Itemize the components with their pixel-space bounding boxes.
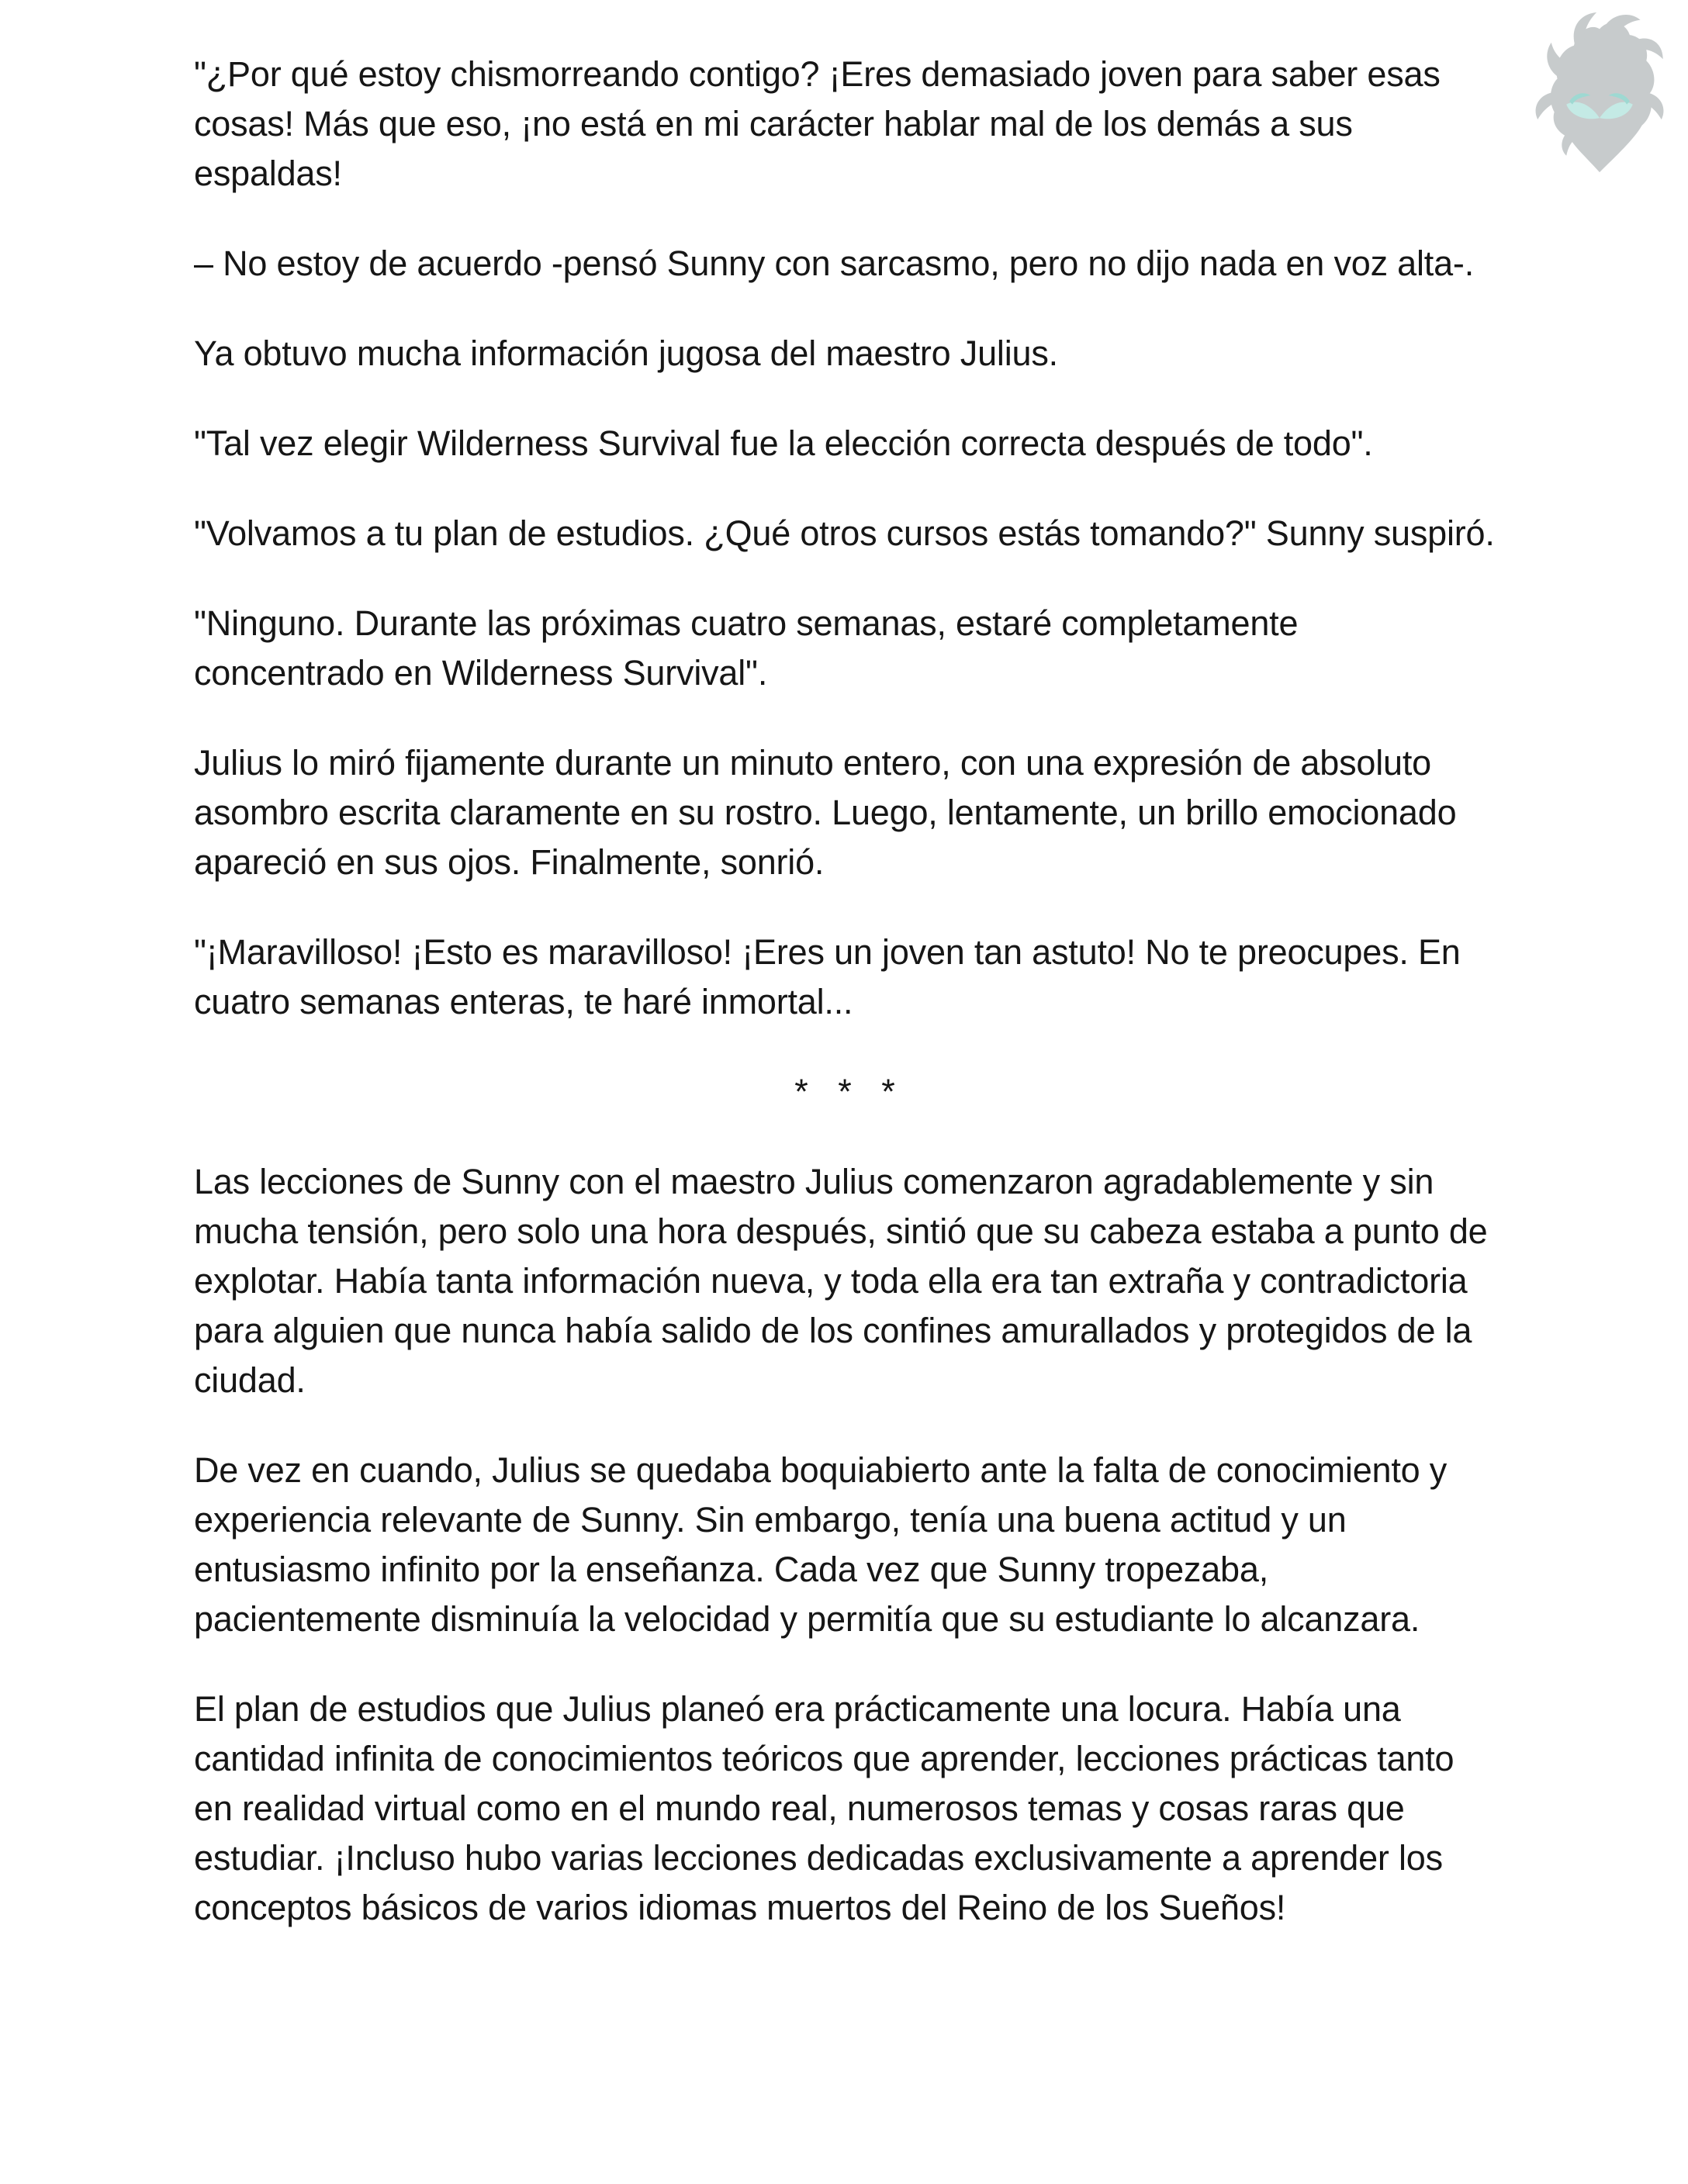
paragraph: Las lecciones de Sunny con el maestro Julius comenzaron agradablemente y sin mucha tensión, pero solo una hora después, sintió que su cabeza estaba a punto de explotar. Había tanta información nueva, y toda ella era tan extraña y contradictoria para alguien que nunca había salido de los confines amurallados y protegidos de la ciudad. <box>194 1162 1488 1400</box>
paragraph: El plan de estudios que Julius planeó era prácticamente una locura. Había una cantidad infinita de conocimientos teóricos que aprender, lecciones prácticas tanto en realidad virtual como en el mundo real, numerosos temas y cosas raras que estudiar. ¡Incluso hubo varias lecciones dedicadas exclusivamente a aprender los conceptos básicos de varios idiomas muertos del Reino de los Sueños! <box>194 1689 1455 1927</box>
paragraph: – No estoy de acuerdo -pensó Sunny con sarcasmo, pero no dijo nada en voz alta-. <box>194 244 1475 283</box>
paragraph: "Tal vez elegir Wilderness Survival fue la elección correcta después de todo". <box>194 423 1373 463</box>
demon-head-logo-icon <box>1531 11 1668 177</box>
paragraph: Julius lo miró fijamente durante un minuto entero, con una expresión de absoluto asombro escrita claramente en su rostro. Luego, lentamente, un brillo emocionado apareció en sus ojos. Finalmente, sonrió. <box>194 743 1457 882</box>
paragraph: "¡Maravilloso! ¡Esto es maravilloso! ¡Eres un joven tan astuto! No te preocupes. En cuatro semanas enteras, te haré inmortal... <box>194 932 1461 1021</box>
paragraph: "¿Por qué estoy chismorreando contigo? ¡Eres demasiado joven para saber esas cosas! Más que eso, ¡no está en mi carácter hablar mal de los demás a sus espaldas! <box>194 54 1441 193</box>
paragraph: Ya obtuvo mucha información jugosa del maestro Julius. <box>194 333 1058 373</box>
paragraph: "Volvamos a tu plan de estudios. ¿Qué otros cursos estás tomando?" Sunny suspiró. <box>194 513 1495 553</box>
paragraph: "Ninguno. Durante las próximas cuatro semanas, estaré completamente concentrado en Wilderness Survival". <box>194 603 1299 693</box>
paragraph: De vez en cuando, Julius se quedaba boquiabierto ante la falta de conocimiento y experiencia relevante de Sunny. Sin embargo, tenía una buena actitud y un entusiasmo infinito por la enseñanza. Cada vez que Sunny tropezaba, pacientemente disminuía la velocidad y permitía que su estudiante lo alcanzara. <box>194 1450 1448 1639</box>
scene-separator: * * * <box>794 1072 897 1111</box>
text-content <box>194 50 1497 1973</box>
